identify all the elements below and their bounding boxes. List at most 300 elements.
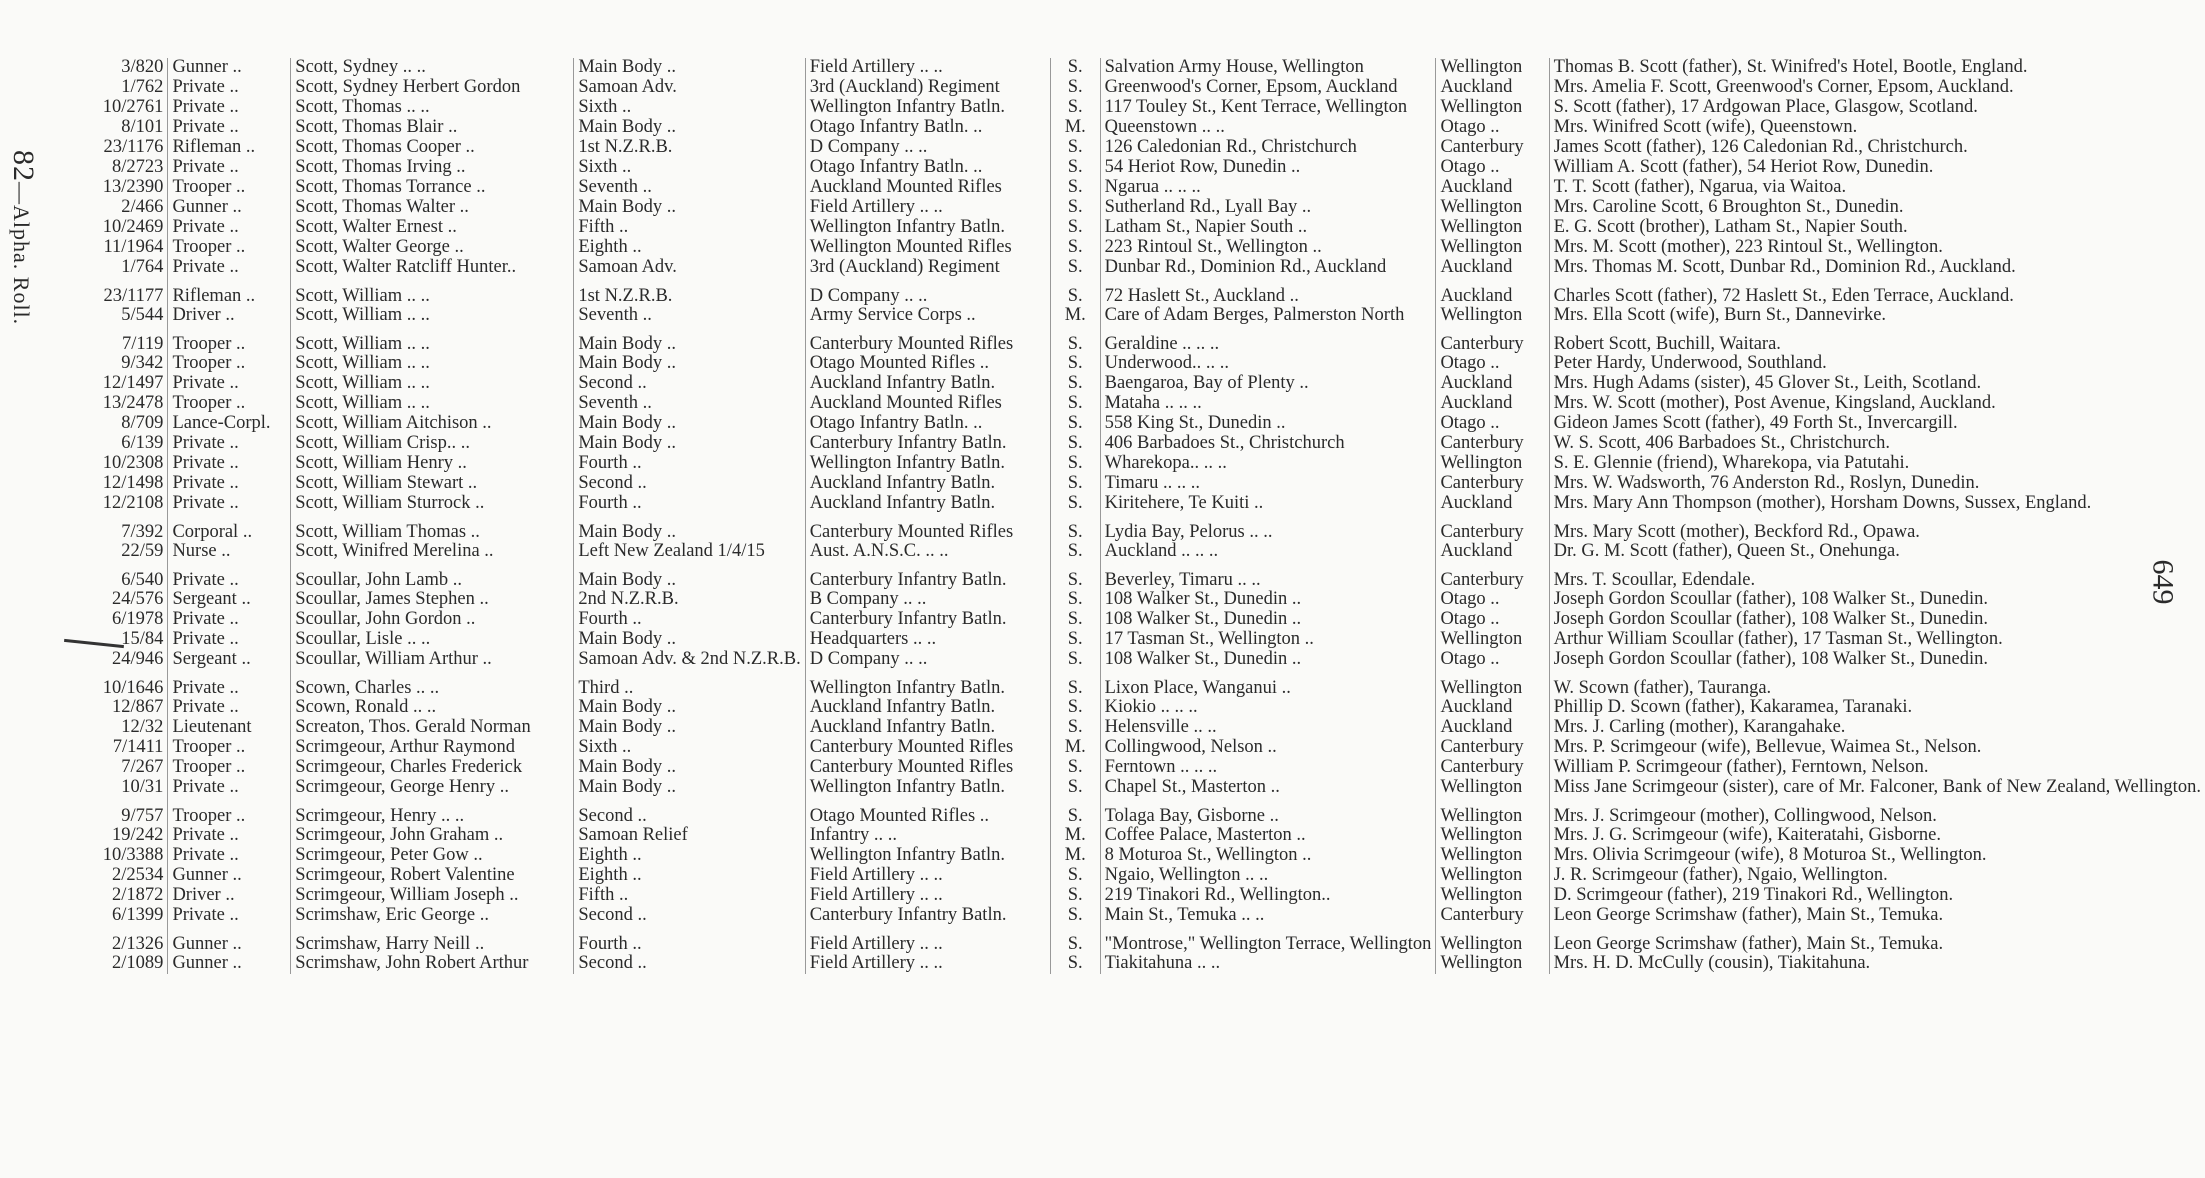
regimental-number-cell: 9/342 bbox=[121, 354, 164, 373]
next-of-kin-cell: Leon George Scrimshaw (father), Main St., Temuka. bbox=[1549, 926, 2205, 954]
unit-cell: Canterbury Infantry Batln. bbox=[805, 610, 1050, 630]
rank-cell: Private .. bbox=[168, 562, 291, 590]
marital-status-cell: S. bbox=[1050, 562, 1100, 590]
soldier-name-cell: Scrimgeour, Peter Gow .. bbox=[291, 846, 574, 866]
next-of-kin-cell: Mrs. P. Scrimgeour (wife), Bellevue, Waimea St., Nelson. bbox=[1549, 738, 2205, 758]
last-address-cell: Helensville .. .. bbox=[1100, 718, 1436, 738]
regimental-number-cell: 7/267 bbox=[121, 758, 164, 777]
district-cell: Wellington bbox=[1436, 866, 1549, 886]
district-cell: Wellington bbox=[1436, 238, 1549, 258]
district-cell: Wellington bbox=[1436, 306, 1549, 326]
soldier-name-cell: Scott, William Aitchison .. bbox=[291, 414, 574, 434]
draft-cell: Eighth .. bbox=[574, 866, 805, 886]
draft-cell: Main Body .. bbox=[574, 58, 805, 78]
next-of-kin-cell: Mrs. W. Wadsworth, 76 Anderston Rd., Roslyn, Dunedin. bbox=[1549, 474, 2205, 494]
rank-cell: Sergeant .. bbox=[168, 650, 291, 670]
district-cell: Otago .. bbox=[1436, 610, 1549, 630]
draft-cell: Main Body .. bbox=[574, 354, 805, 374]
district-cell: Auckland bbox=[1436, 278, 1549, 306]
marital-status-cell: S. bbox=[1050, 454, 1100, 474]
marital-status-cell: S. bbox=[1050, 610, 1100, 630]
next-of-kin-cell: S. Scott (father), 17 Ardgowan Place, Glasgow, Scotland. bbox=[1549, 98, 2205, 118]
regimental-number-cell: 12/867 bbox=[112, 698, 164, 717]
district-cell: Wellington bbox=[1436, 630, 1549, 650]
draft-cell: Fourth .. bbox=[574, 454, 805, 474]
district-cell: Otago .. bbox=[1436, 354, 1549, 374]
soldier-name-cell: Scott, William Stewart .. bbox=[291, 474, 574, 494]
district-cell: Wellington bbox=[1436, 670, 1549, 698]
marital-status-cell: S. bbox=[1050, 374, 1100, 394]
marital-status-cell: M. bbox=[1050, 306, 1100, 326]
soldier-name-cell: Scott, Thomas Irving .. bbox=[291, 158, 574, 178]
table-row bbox=[60, 454, 2205, 474]
district-cell: Auckland bbox=[1436, 718, 1549, 738]
next-of-kin-cell: Mrs. M. Scott (mother), 223 Rintoul St., Wellington. bbox=[1549, 238, 2205, 258]
next-of-kin-cell: D. Scrimgeour (father), 219 Tinakori Rd., Wellington. bbox=[1549, 886, 2205, 906]
draft-cell: Main Body .. bbox=[574, 562, 805, 590]
table-row bbox=[60, 394, 2205, 414]
last-address-cell: Ngaio, Wellington .. .. bbox=[1100, 866, 1436, 886]
draft-cell: Third .. bbox=[574, 670, 805, 698]
regimental-number-cell: 12/1497 bbox=[102, 374, 164, 393]
last-address-cell: Greenwood's Corner, Epsom, Auckland bbox=[1100, 78, 1436, 98]
regimental-number-cell: 23/1176 bbox=[103, 138, 164, 157]
last-address-cell: Mataha .. .. .. bbox=[1100, 394, 1436, 414]
last-address-cell: 223 Rintoul St., Wellington .. bbox=[1100, 238, 1436, 258]
last-address-cell: 72 Haslett St., Auckland .. bbox=[1100, 278, 1436, 306]
draft-cell: Samoan Adv. bbox=[574, 258, 805, 278]
last-address-cell: 406 Barbadoes St., Christchurch bbox=[1100, 434, 1436, 454]
last-address-cell: Geraldine .. .. .. bbox=[1100, 326, 1436, 354]
last-address-cell: Sutherland Rd., Lyall Bay .. bbox=[1100, 198, 1436, 218]
rank-cell: Private .. bbox=[168, 98, 291, 118]
draft-cell: Main Body .. bbox=[574, 118, 805, 138]
draft-cell: Main Body .. bbox=[574, 758, 805, 778]
rank-cell: Private .. bbox=[168, 374, 291, 394]
unit-cell: Wellington Infantry Batln. bbox=[805, 846, 1050, 866]
soldier-name-cell: Scrimgeour, Henry .. .. bbox=[291, 798, 574, 826]
unit-cell: Wellington Infantry Batln. bbox=[805, 98, 1050, 118]
rank-cell: Nurse .. bbox=[168, 542, 291, 562]
unit-cell: Auckland Mounted Rifles bbox=[805, 394, 1050, 414]
regimental-number-cell: 10/2308 bbox=[102, 454, 164, 473]
district-cell: Wellington bbox=[1436, 826, 1549, 846]
marital-status-cell: S. bbox=[1050, 198, 1100, 218]
last-address-cell: Chapel St., Masterton .. bbox=[1100, 778, 1436, 798]
district-cell: Auckland bbox=[1436, 494, 1549, 514]
unit-cell: Wellington Infantry Batln. bbox=[805, 454, 1050, 474]
table-row bbox=[60, 630, 2205, 650]
district-cell: Wellington bbox=[1436, 798, 1549, 826]
last-address-cell: 126 Caledonian Rd., Christchurch bbox=[1100, 138, 1436, 158]
soldier-name-cell: Scott, William .. .. bbox=[291, 394, 574, 414]
draft-cell: Sixth .. bbox=[574, 98, 805, 118]
soldier-name-cell: Scoullar, John Gordon .. bbox=[291, 610, 574, 630]
soldier-name-cell: Scott, William .. .. bbox=[291, 374, 574, 394]
district-cell: Otago .. bbox=[1436, 158, 1549, 178]
district-cell: Canterbury bbox=[1436, 474, 1549, 494]
last-address-cell: Kiokio .. .. .. bbox=[1100, 698, 1436, 718]
table-row bbox=[60, 198, 2205, 218]
soldier-name-cell: Scoullar, James Stephen .. bbox=[291, 590, 574, 610]
regimental-number-cell: 12/32 bbox=[121, 718, 164, 737]
rank-cell: Private .. bbox=[168, 118, 291, 138]
next-of-kin-cell: Mrs. J. G. Scrimgeour (wife), Kaiteratahi, Gisborne. bbox=[1549, 826, 2205, 846]
last-address-cell: Main St., Temuka .. .. bbox=[1100, 906, 1436, 926]
regimental-number-cell: 2/1089 bbox=[112, 954, 164, 973]
next-of-kin-cell: Miss Jane Scrimgeour (sister), care of Mr. Falconer, Bank of New Zealand, Wellington. bbox=[1549, 778, 2205, 798]
draft-cell: Left New Zealand 1/4/15 bbox=[574, 542, 805, 562]
rank-cell: Trooper .. bbox=[168, 758, 291, 778]
table-row bbox=[60, 374, 2205, 394]
draft-cell: Samoan Adv. & 2nd N.Z.R.B. bbox=[574, 650, 805, 670]
next-of-kin-cell: Leon George Scrimshaw (father), Main St., Temuka. bbox=[1549, 906, 2205, 926]
regimental-number-cell: 8/2723 bbox=[112, 158, 164, 177]
soldier-name-cell: Scrimshaw, Eric George .. bbox=[291, 906, 574, 926]
regimental-number-cell: 2/1326 bbox=[112, 934, 164, 954]
last-address-cell: Latham St., Napier South .. bbox=[1100, 218, 1436, 238]
next-of-kin-cell: Mrs. Olivia Scrimgeour (wife), 8 Moturoa St., Wellington. bbox=[1549, 846, 2205, 866]
last-address-cell: Lydia Bay, Pelorus .. .. bbox=[1100, 514, 1436, 542]
table-row bbox=[60, 278, 2205, 306]
unit-cell: Canterbury Mounted Rifles bbox=[805, 738, 1050, 758]
table-row bbox=[60, 738, 2205, 758]
rank-cell: Private .. bbox=[168, 158, 291, 178]
unit-cell: Auckland Mounted Rifles bbox=[805, 178, 1050, 198]
marital-status-cell: S. bbox=[1050, 58, 1100, 78]
rank-cell: Lance-Corpl. bbox=[168, 414, 291, 434]
rank-cell: Gunner .. bbox=[168, 866, 291, 886]
unit-cell: Auckland Infantry Batln. bbox=[805, 698, 1050, 718]
rank-cell: Private .. bbox=[168, 434, 291, 454]
last-address-cell: 108 Walker St., Dunedin .. bbox=[1100, 590, 1436, 610]
regimental-number-cell: 2/1872 bbox=[112, 886, 164, 905]
regimental-number-cell: 1/762 bbox=[121, 78, 164, 97]
next-of-kin-cell: Joseph Gordon Scoullar (father), 108 Walker St., Dunedin. bbox=[1549, 650, 2205, 670]
soldier-name-cell: Scrimgeour, William Joseph .. bbox=[291, 886, 574, 906]
district-cell: Otago .. bbox=[1436, 590, 1549, 610]
table-row bbox=[60, 562, 2205, 590]
rank-cell: Private .. bbox=[168, 474, 291, 494]
district-cell: Auckland bbox=[1436, 394, 1549, 414]
soldier-name-cell: Scott, Winifred Merelina .. bbox=[291, 542, 574, 562]
table-row bbox=[60, 474, 2205, 494]
district-cell: Canterbury bbox=[1436, 758, 1549, 778]
regimental-number-cell: 10/3388 bbox=[102, 846, 164, 865]
marital-status-cell: S. bbox=[1050, 278, 1100, 306]
table-row bbox=[60, 494, 2205, 514]
last-address-cell: Collingwood, Nelson .. bbox=[1100, 738, 1436, 758]
last-address-cell: Kiritehere, Te Kuiti .. bbox=[1100, 494, 1436, 514]
last-address-cell: 108 Walker St., Dunedin .. bbox=[1100, 610, 1436, 630]
rank-cell: Trooper .. bbox=[168, 178, 291, 198]
rank-cell: Gunner .. bbox=[168, 198, 291, 218]
regimental-number-cell: 13/2478 bbox=[102, 394, 164, 413]
draft-cell: Main Body .. bbox=[574, 326, 805, 354]
table-row bbox=[60, 306, 2205, 326]
unit-cell: D Company .. .. bbox=[805, 278, 1050, 306]
unit-cell: B Company .. .. bbox=[805, 590, 1050, 610]
draft-cell: 1st N.Z.R.B. bbox=[574, 278, 805, 306]
rank-cell: Driver .. bbox=[168, 886, 291, 906]
marital-status-cell: S. bbox=[1050, 158, 1100, 178]
rank-cell: Private .. bbox=[168, 846, 291, 866]
rank-cell: Private .. bbox=[168, 778, 291, 798]
table-row bbox=[60, 514, 2205, 542]
draft-cell: 2nd N.Z.R.B. bbox=[574, 590, 805, 610]
rank-cell: Trooper .. bbox=[168, 238, 291, 258]
unit-cell: Infantry .. .. bbox=[805, 826, 1050, 846]
soldier-name-cell: Scott, Walter Ernest .. bbox=[291, 218, 574, 238]
marital-status-cell: S. bbox=[1050, 514, 1100, 542]
roll-body bbox=[60, 58, 2205, 974]
regimental-number-cell: 19/242 bbox=[112, 826, 164, 845]
last-address-cell: Coffee Palace, Masterton .. bbox=[1100, 826, 1436, 846]
regimental-number-cell: 12/2108 bbox=[102, 494, 164, 513]
soldier-name-cell: Scott, William .. .. bbox=[291, 306, 574, 326]
last-address-cell: Timaru .. .. .. bbox=[1100, 474, 1436, 494]
soldier-name-cell: Scott, William Henry .. bbox=[291, 454, 574, 474]
draft-cell: Seventh .. bbox=[574, 306, 805, 326]
next-of-kin-cell: Mrs. Ella Scott (wife), Burn St., Dannevirke. bbox=[1549, 306, 2205, 326]
unit-cell: Canterbury Infantry Batln. bbox=[805, 434, 1050, 454]
draft-cell: Sixth .. bbox=[574, 738, 805, 758]
regimental-number-cell: 6/1399 bbox=[112, 906, 164, 925]
table-row bbox=[60, 218, 2205, 238]
rank-cell: Gunner .. bbox=[168, 954, 291, 974]
draft-cell: Main Body .. bbox=[574, 434, 805, 454]
marital-status-cell: M. bbox=[1050, 738, 1100, 758]
table-row bbox=[60, 926, 2205, 954]
table-row bbox=[60, 78, 2205, 98]
soldier-name-cell: Scott, Walter George .. bbox=[291, 238, 574, 258]
unit-cell: Field Artillery .. .. bbox=[805, 926, 1050, 954]
table-row bbox=[60, 138, 2205, 158]
marital-status-cell: S. bbox=[1050, 866, 1100, 886]
marital-status-cell: S. bbox=[1050, 98, 1100, 118]
next-of-kin-cell: Arthur William Scoullar (father), 17 Tasman St., Wellington. bbox=[1549, 630, 2205, 650]
district-cell: Canterbury bbox=[1436, 326, 1549, 354]
draft-cell: Second .. bbox=[574, 374, 805, 394]
last-address-cell: 8 Moturoa St., Wellington .. bbox=[1100, 846, 1436, 866]
regimental-number-cell: 5/544 bbox=[121, 306, 164, 325]
next-of-kin-cell: Peter Hardy, Underwood, Southland. bbox=[1549, 354, 2205, 374]
marital-status-cell: M. bbox=[1050, 846, 1100, 866]
table-row bbox=[60, 178, 2205, 198]
marital-status-cell: S. bbox=[1050, 670, 1100, 698]
marital-status-cell: S. bbox=[1050, 778, 1100, 798]
rank-cell: Private .. bbox=[168, 218, 291, 238]
rank-cell: Trooper .. bbox=[168, 354, 291, 374]
unit-cell: Otago Mounted Rifles .. bbox=[805, 354, 1050, 374]
draft-cell: Fourth .. bbox=[574, 610, 805, 630]
draft-cell: Fourth .. bbox=[574, 926, 805, 954]
unit-cell: Auckland Infantry Batln. bbox=[805, 474, 1050, 494]
soldier-name-cell: Scott, Walter Ratcliff Hunter.. bbox=[291, 258, 574, 278]
regimental-number-cell: 1/764 bbox=[121, 258, 164, 277]
marital-status-cell: S. bbox=[1050, 906, 1100, 926]
marital-status-cell: S. bbox=[1050, 326, 1100, 354]
draft-cell: Main Body .. bbox=[574, 718, 805, 738]
next-of-kin-cell: Mrs. T. Scoullar, Edendale. bbox=[1549, 562, 2205, 590]
last-address-cell: Ferntown .. .. .. bbox=[1100, 758, 1436, 778]
draft-cell: Fifth .. bbox=[574, 218, 805, 238]
soldier-name-cell: Scrimgeour, John Graham .. bbox=[291, 826, 574, 846]
regimental-number-cell: 24/576 bbox=[112, 590, 164, 609]
district-cell: Auckland bbox=[1436, 374, 1549, 394]
district-cell: Otago .. bbox=[1436, 414, 1549, 434]
draft-cell: Second .. bbox=[574, 954, 805, 974]
table-row bbox=[60, 542, 2205, 562]
district-cell: Canterbury bbox=[1436, 514, 1549, 542]
marital-status-cell: S. bbox=[1050, 178, 1100, 198]
rank-cell: Private .. bbox=[168, 630, 291, 650]
side-note bbox=[6, 150, 40, 325]
district-cell: Canterbury bbox=[1436, 906, 1549, 926]
rank-cell: Trooper .. bbox=[168, 738, 291, 758]
marital-status-cell: S. bbox=[1050, 590, 1100, 610]
rank-cell: Lieutenant bbox=[168, 718, 291, 738]
rank-cell: Private .. bbox=[168, 906, 291, 926]
regimental-number-cell: 10/2761 bbox=[102, 98, 164, 117]
soldier-name-cell: Scott, Thomas Torrance .. bbox=[291, 178, 574, 198]
unit-cell: Otago Infantry Batln. .. bbox=[805, 118, 1050, 138]
regimental-number-cell: 24/946 bbox=[112, 650, 164, 669]
marital-status-cell: S. bbox=[1050, 954, 1100, 974]
next-of-kin-cell: J. R. Scrimgeour (father), Ngaio, Wellington. bbox=[1549, 866, 2205, 886]
last-address-cell: 108 Walker St., Dunedin .. bbox=[1100, 650, 1436, 670]
rank-cell: Private .. bbox=[168, 610, 291, 630]
roll-table bbox=[60, 58, 2205, 974]
unit-cell: Auckland Infantry Batln. bbox=[805, 374, 1050, 394]
soldier-name-cell: Scrimgeour, George Henry .. bbox=[291, 778, 574, 798]
last-address-cell: Baengaroa, Bay of Plenty .. bbox=[1100, 374, 1436, 394]
regimental-number-cell: 15/84 bbox=[121, 630, 164, 649]
unit-cell: Canterbury Infantry Batln. bbox=[805, 562, 1050, 590]
soldier-name-cell: Scott, William Sturrock .. bbox=[291, 494, 574, 514]
next-of-kin-cell: Mrs. Caroline Scott, 6 Broughton St., Dunedin. bbox=[1549, 198, 2205, 218]
regimental-number-cell: 10/31 bbox=[121, 778, 164, 797]
district-cell: Otago .. bbox=[1436, 118, 1549, 138]
marital-status-cell: S. bbox=[1050, 718, 1100, 738]
district-cell: Canterbury bbox=[1436, 738, 1549, 758]
marital-status-cell: S. bbox=[1050, 238, 1100, 258]
last-address-cell: "Montrose," Wellington Terrace, Wellington bbox=[1100, 926, 1436, 954]
soldier-name-cell: Scott, Thomas Cooper .. bbox=[291, 138, 574, 158]
district-cell: Wellington bbox=[1436, 58, 1549, 78]
draft-cell: Main Body .. bbox=[574, 414, 805, 434]
rank-cell: Trooper .. bbox=[168, 798, 291, 826]
unit-cell: 3rd (Auckland) Regiment bbox=[805, 258, 1050, 278]
table-row bbox=[60, 650, 2205, 670]
soldier-name-cell: Scoullar, John Lamb .. bbox=[291, 562, 574, 590]
draft-cell: Main Body .. bbox=[574, 630, 805, 650]
regimental-number-cell: 7/119 bbox=[121, 334, 164, 354]
soldier-name-cell: Scott, Sydney .. .. bbox=[291, 58, 574, 78]
unit-cell: Headquarters .. .. bbox=[805, 630, 1050, 650]
next-of-kin-cell: Mrs. W. Scott (mother), Post Avenue, Kingsland, Auckland. bbox=[1549, 394, 2205, 414]
soldier-name-cell: Scott, William .. .. bbox=[291, 326, 574, 354]
district-cell: Wellington bbox=[1436, 778, 1549, 798]
draft-cell: Second .. bbox=[574, 798, 805, 826]
unit-cell: Otago Mounted Rifles .. bbox=[805, 798, 1050, 826]
draft-cell: Main Body .. bbox=[574, 198, 805, 218]
last-address-cell: Queenstown .. .. bbox=[1100, 118, 1436, 138]
rank-cell: Gunner .. bbox=[168, 926, 291, 954]
last-address-cell: Beverley, Timaru .. .. bbox=[1100, 562, 1436, 590]
table-row bbox=[60, 354, 2205, 374]
soldier-name-cell: Scrimgeour, Charles Frederick bbox=[291, 758, 574, 778]
draft-cell: Samoan Relief bbox=[574, 826, 805, 846]
table-row bbox=[60, 846, 2205, 866]
page-number: 649 bbox=[2146, 559, 2180, 605]
next-of-kin-cell: E. G. Scott (brother), Latham St., Napier South. bbox=[1549, 218, 2205, 238]
regimental-number-cell: 7/1411 bbox=[112, 738, 164, 757]
district-cell: Auckland bbox=[1436, 78, 1549, 98]
next-of-kin-cell: Mrs. Winifred Scott (wife), Queenstown. bbox=[1549, 118, 2205, 138]
last-address-cell: 117 Touley St., Kent Terrace, Wellington bbox=[1100, 98, 1436, 118]
rank-cell: Private .. bbox=[168, 698, 291, 718]
unit-cell: Field Artillery .. .. bbox=[805, 58, 1050, 78]
marital-status-cell: S. bbox=[1050, 698, 1100, 718]
side-note-number: 82 bbox=[7, 150, 40, 182]
next-of-kin-cell: Thomas B. Scott (father), St. Winifred's Hotel, Bootle, England. bbox=[1549, 58, 2205, 78]
last-address-cell: Tolaga Bay, Gisborne .. bbox=[1100, 798, 1436, 826]
draft-cell: Main Body .. bbox=[574, 698, 805, 718]
unit-cell: Field Artillery .. .. bbox=[805, 198, 1050, 218]
next-of-kin-cell: James Scott (father), 126 Caledonian Rd., Christchurch. bbox=[1549, 138, 2205, 158]
rank-cell: Corporal .. bbox=[168, 514, 291, 542]
marital-status-cell: S. bbox=[1050, 926, 1100, 954]
soldier-name-cell: Scott, William Thomas .. bbox=[291, 514, 574, 542]
district-cell: Wellington bbox=[1436, 198, 1549, 218]
rank-cell: Private .. bbox=[168, 454, 291, 474]
regimental-number-cell: 9/757 bbox=[121, 806, 164, 826]
table-row bbox=[60, 826, 2205, 846]
table-row bbox=[60, 886, 2205, 906]
last-address-cell: 558 King St., Dunedin .. bbox=[1100, 414, 1436, 434]
next-of-kin-cell: William P. Scrimgeour (father), Ferntown, Nelson. bbox=[1549, 758, 2205, 778]
unit-cell: Field Artillery .. .. bbox=[805, 954, 1050, 974]
marital-status-cell: S. bbox=[1050, 78, 1100, 98]
soldier-name-cell: Scown, Ronald .. .. bbox=[291, 698, 574, 718]
marital-status-cell: S. bbox=[1050, 394, 1100, 414]
soldier-name-cell: Scott, William .. .. bbox=[291, 354, 574, 374]
district-cell: Wellington bbox=[1436, 886, 1549, 906]
draft-cell: Second .. bbox=[574, 474, 805, 494]
district-cell: Auckland bbox=[1436, 542, 1549, 562]
unit-cell: Canterbury Mounted Rifles bbox=[805, 758, 1050, 778]
next-of-kin-cell: Joseph Gordon Scoullar (father), 108 Walker St., Dunedin. bbox=[1549, 590, 2205, 610]
regimental-number-cell: 6/1978 bbox=[112, 610, 164, 629]
soldier-name-cell: Scrimshaw, Harry Neill .. bbox=[291, 926, 574, 954]
marital-status-cell: S. bbox=[1050, 630, 1100, 650]
soldier-name-cell: Scott, Thomas Blair .. bbox=[291, 118, 574, 138]
table-row bbox=[60, 778, 2205, 798]
district-cell: Wellington bbox=[1436, 454, 1549, 474]
regimental-number-cell: 11/1964 bbox=[103, 238, 164, 257]
regimental-number-cell: 8/709 bbox=[121, 414, 164, 433]
side-note-label: —Alpha. Roll. bbox=[9, 182, 34, 326]
unit-cell: Canterbury Mounted Rifles bbox=[805, 326, 1050, 354]
rank-cell: Driver .. bbox=[168, 306, 291, 326]
table-row bbox=[60, 954, 2205, 974]
regimental-number-cell: 7/392 bbox=[121, 522, 164, 542]
table-row bbox=[60, 866, 2205, 886]
last-address-cell: Auckland .. .. .. bbox=[1100, 542, 1436, 562]
district-cell: Canterbury bbox=[1436, 434, 1549, 454]
marital-status-cell: S. bbox=[1050, 218, 1100, 238]
